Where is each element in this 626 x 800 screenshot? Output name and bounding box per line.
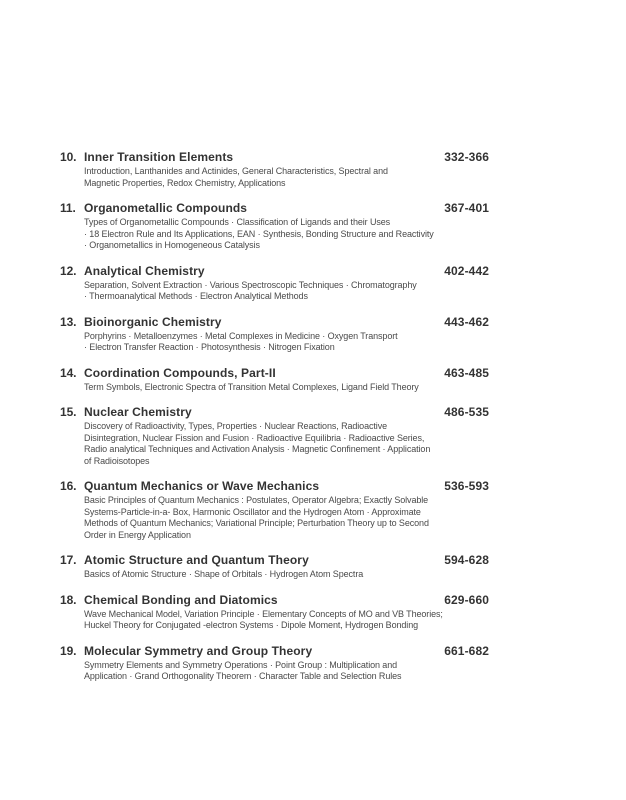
chapter-title: Chemical Bonding and Diatomics	[84, 592, 278, 607]
chapter-page-range: 486-535	[444, 405, 489, 419]
toc-item-ch16	[60, 479, 489, 541]
chapter-title: Atomic Structure and Quantum Theory	[84, 553, 309, 567]
toc-item-ch18	[60, 593, 489, 632]
chapter-description	[84, 569, 489, 581]
chapter-description	[84, 421, 489, 467]
chapter-description	[84, 609, 489, 632]
chapter-title: Nuclear Chemistry	[84, 405, 192, 419]
toc-item-ch17	[60, 553, 489, 581]
description-line: Magnetic Properties, Redox Chemistry, Applications	[84, 177, 286, 188]
toc-entry-row	[60, 315, 489, 330]
description-line: Huckel Theory for Conjugated -electron Systems · Dipole Moment, Hydrogen Bonding	[84, 620, 419, 630]
toc-entry-row	[60, 201, 489, 216]
chapter-page-range: 443-462	[444, 314, 489, 329]
toc-item-ch14	[60, 366, 489, 394]
toc-entry-row	[60, 593, 489, 608]
chapter-number: 11.	[60, 201, 76, 215]
chapter-page-range: 463-485	[444, 365, 489, 380]
description-line: Discovery of Radioactivity, Types, Properties · Nuclear Reactions, Radioactive	[84, 421, 387, 431]
toc-item-ch15	[60, 405, 489, 467]
description-line: Systems-Particle-in-a- Box, Harmonic Oscillator and the Hydrogen Atom · Approximate	[84, 506, 421, 517]
description-line: Introduction, Lanthanides and Actinides, General Characteristics, Spectral and	[84, 166, 388, 176]
chapter-description	[84, 166, 489, 189]
description-line: Basic Principles of Quantum Mechanics : Postulates, Operator Algebra; Exactly Solvable	[84, 495, 429, 505]
chapter-number: 10.	[60, 150, 77, 164]
chapter-number: 17.	[60, 553, 77, 567]
description-line: · Organometallics in Homogeneous Catalysis	[84, 240, 260, 250]
chapter-description	[84, 660, 489, 683]
toc-entry-row	[60, 405, 489, 420]
toc-entry-row	[60, 479, 489, 494]
toc-item-ch10	[60, 150, 489, 189]
toc-entry-row	[60, 644, 489, 659]
chapter-number: 14.	[60, 365, 77, 380]
chapter-title: Coordination Compounds, Part-II	[84, 365, 276, 380]
chapter-number: 19.	[60, 643, 77, 658]
description-line: Symmetry Elements and Symmetry Operations · Point Group : Multiplication and	[84, 659, 398, 670]
chapter-title: Molecular Symmetry and Group Theory	[84, 643, 313, 658]
description-line: · Thermoanalytical Methods · Electron Analytical Methods	[84, 291, 308, 301]
toc-item-ch12	[60, 264, 489, 303]
description-line: Radio analytical Techniques and Activation Analysis · Magnetic Confinement · Application	[84, 444, 431, 454]
toc-entry-row	[60, 553, 489, 568]
chapter-number: 13.	[60, 314, 77, 329]
description-line: of Radioisotopes	[84, 455, 150, 466]
toc-entry-row	[60, 366, 489, 381]
chapter-title: Quantum Mechanics or Wave Mechanics	[84, 479, 320, 493]
description-line: · 18 Electron Rule and Its Applications, EAN · Synthesis, Bonding Structure and Reactivity	[84, 228, 434, 239]
toc-item-ch11	[60, 201, 489, 252]
description-line: · Electron Transfer Reaction · Photosynthesis · Nitrogen Fixation	[84, 342, 335, 352]
chapter-number: 15.	[60, 405, 77, 419]
description-line: Wave Mechanical Model, Variation Principle · Elementary Concepts of MO and VB Theories;	[84, 608, 443, 619]
chapter-title: Bioinorganic Chemistry	[84, 314, 222, 329]
description-line: Methods of Quantum Mechanics; Variational Principle; Perturbation Theory up to Second	[84, 518, 429, 528]
description-line: Basics of Atomic Structure · Shape of Orbitals · Hydrogen Atom Spectra	[84, 569, 364, 579]
chapter-description	[84, 331, 489, 354]
chapter-page-range: 402-442	[444, 263, 489, 278]
description-line: Term Symbols, Electronic Spectra of Transition Metal Complexes, Ligand Field Theory	[84, 381, 419, 392]
chapter-title: Analytical Chemistry	[84, 263, 205, 278]
description-line: Disintegration, Nuclear Fission and Fusion · Radioactive Equilibria · Radioactive Series,	[84, 432, 425, 443]
chapter-number: 12.	[60, 263, 77, 278]
chapter-page-range: 536-593	[444, 479, 489, 493]
toc-entry-row	[60, 150, 489, 165]
chapter-description	[84, 495, 489, 541]
description-line: Types of Organometallic Compounds · Classification of Ligands and their Uses	[84, 217, 391, 227]
chapter-page-range: 629-660	[444, 592, 489, 607]
toc-list	[60, 150, 489, 695]
toc-item-ch19	[60, 644, 489, 683]
chapter-number: 16.	[60, 479, 77, 493]
description-line: Porphyrins · Metalloenzymes · Metal Complexes in Medicine · Oxygen Transport	[84, 330, 398, 341]
description-line: Application · Grand Orthogonality Theorem · Character Table and Selection Rules	[84, 671, 402, 681]
description-line: Order in Energy Application	[84, 529, 191, 540]
chapter-description	[84, 217, 489, 252]
chapter-description	[84, 382, 489, 394]
toc-entry-row	[60, 264, 489, 279]
chapter-page-range: 332-366	[444, 150, 489, 164]
description-line: Separation, Solvent Extraction · Various Spectroscopic Techniques · Chromatography	[84, 279, 417, 290]
toc-item-ch13	[60, 315, 489, 354]
chapter-number: 18.	[60, 592, 77, 607]
chapter-description	[84, 280, 489, 303]
chapter-page-range: 367-401	[444, 201, 489, 215]
chapter-page-range: 594-628	[444, 553, 489, 567]
chapter-title: Inner Transition Elements	[84, 150, 234, 164]
chapter-page-range: 661-682	[444, 643, 489, 658]
chapter-title: Organometallic Compounds	[84, 201, 248, 215]
